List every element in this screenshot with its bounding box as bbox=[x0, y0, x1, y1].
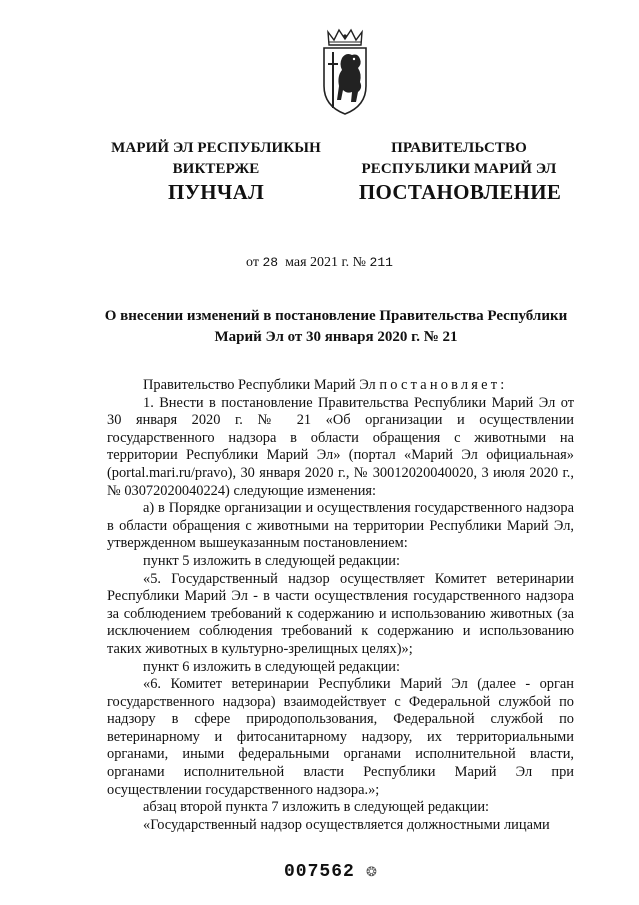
document-title bbox=[96, 306, 576, 348]
paragraph-2: а) в Порядке организации и осуществления государственного надзора в области обращения с животными на территории Республики Марий Эл, утвержденном вышеуказанным постановлением: bbox=[107, 500, 574, 552]
paragraph-4: «5. Государственный надзор осуществляет Комитет ветеринарии Республики Марий Эл - в части осуществления государственного надзора за соблюдением требований к содержанию и использованию животных (за исключением соблюдения требований к содержанию и использованию таких животных в культурно-зрелищных целях)»; bbox=[107, 570, 574, 657]
doc-type-mari: ПУНЧАЛ bbox=[167, 180, 265, 204]
paragraph-1: 1. Внести в постановление Правительства Республики Марий Эл от 30 января 2020 г. № 21 «Об организации и осуществлении государственного надзора в области обращения с животными на территории Республики Марий Эл» (портал «Марий Эл официальная» (portal.mari.ru/pravo), 30 января 2020 г., № 30012020040020, 3 июля 2020 г., № 03072020040224) следующие изменения: bbox=[107, 394, 574, 499]
date-day: 28 bbox=[262, 255, 279, 270]
date-month-year: мая 2021 г. № bbox=[285, 255, 367, 270]
header-right-line1: ПРАВИТЕЛЬСТВО bbox=[391, 140, 527, 156]
header-left bbox=[96, 138, 336, 180]
doc-type-russian: ПОСТАНОВЛЕНИЕ bbox=[358, 180, 562, 204]
paragraph-6: «6. Комитет ветеринарии Республики Марий Эл (далее - орган государственного надзора) взаимодействует с Федеральной службой по надзору в сфере природопользования, Федеральной службой по ветеринарному и фитосанитарному надзору, их территориальными органами, иными федеральными органами исполнительной власти, органами исполнительной власти Республики Марий Эл при осуществлении государственного надзора.»; bbox=[107, 676, 574, 798]
header-left-line2: ВИКТЕРЖЕ bbox=[172, 161, 260, 177]
preamble-subject: Правительство Республики Марий Эл bbox=[143, 377, 376, 393]
date-line bbox=[0, 255, 639, 271]
date-prefix: от bbox=[246, 255, 259, 270]
header-left-line1: МАРИЙ ЭЛ РЕСПУБЛИКЫН bbox=[111, 140, 321, 156]
coat-of-arms-icon bbox=[320, 28, 370, 118]
title-line2: Марий Эл от 30 января 2020 г. № 21 bbox=[214, 329, 458, 345]
ornament-icon: ❂ bbox=[366, 864, 377, 879]
document-number: 211 bbox=[369, 255, 393, 270]
paragraph-7: абзац второй пункта 7 изложить в следующей редакции: bbox=[143, 799, 490, 816]
paragraph-8: «Государственный надзор осуществляется должностными лицами bbox=[143, 816, 550, 833]
paragraph-preamble bbox=[107, 377, 574, 395]
paragraph-3: пункт 5 изложить в следующей редакции: bbox=[143, 552, 400, 569]
paragraph-5: пункт 6 изложить в следующей редакции: bbox=[143, 658, 400, 675]
title-line1: О внесении изменений в постановление Правительства Республики bbox=[104, 308, 568, 324]
header-right bbox=[354, 138, 564, 180]
preamble-verb: постановляет: bbox=[379, 377, 508, 393]
serial-number: 007562 bbox=[284, 862, 355, 882]
header-right-line2: РЕСПУБЛИКИ МАРИЙ ЭЛ bbox=[361, 161, 557, 177]
document-body bbox=[107, 377, 574, 834]
